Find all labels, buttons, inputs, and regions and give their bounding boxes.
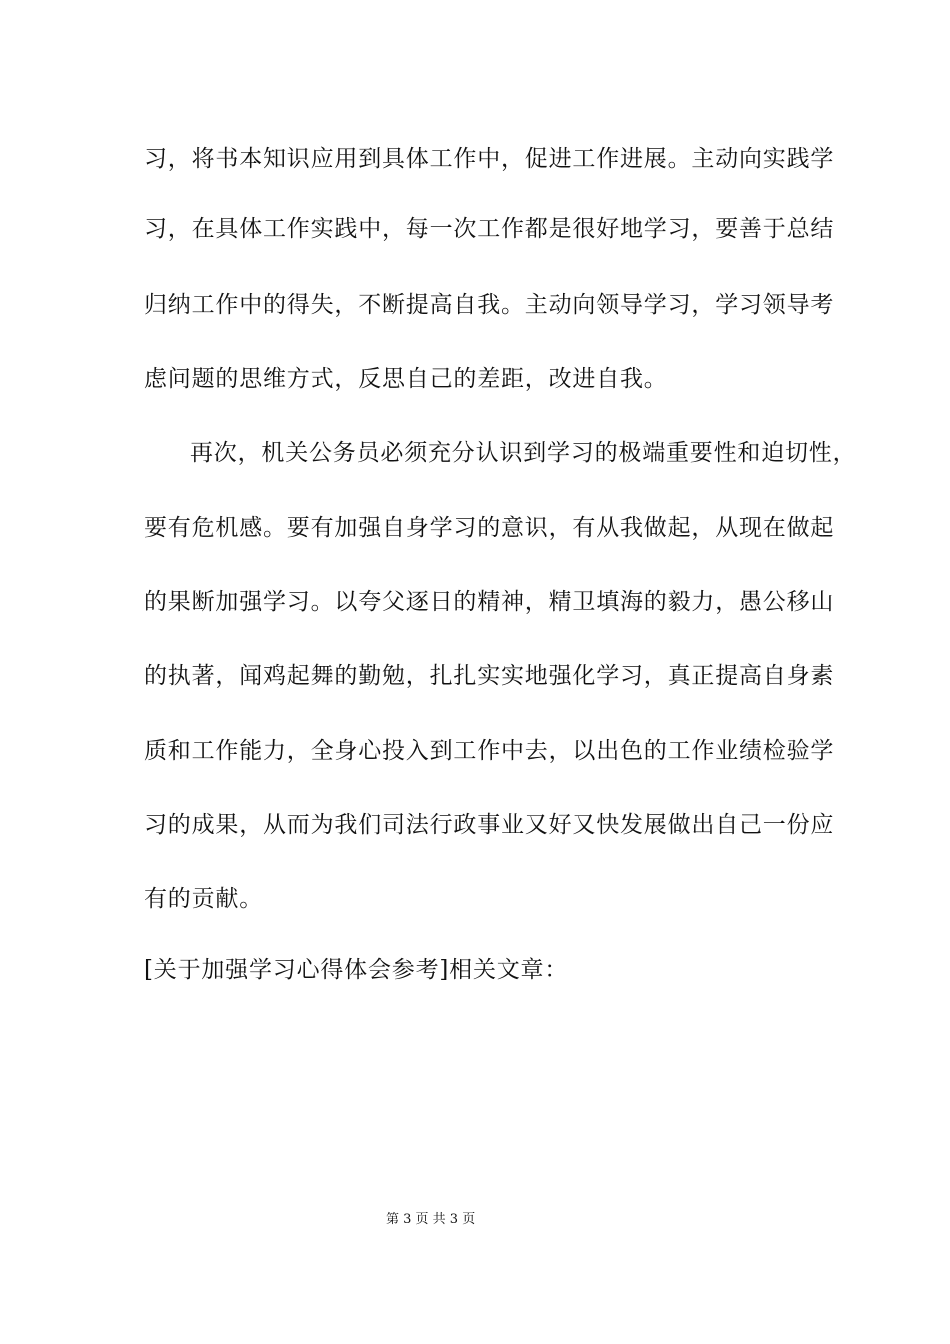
paragraph-2-line-4: 的执著，闻鸡起舞的勤勉，扎扎实实地强化学习，真正提高自身素 <box>144 663 835 689</box>
paragraph-2-line-5: 质和工作能力，全身心投入到工作中去，以出色的工作业绩检验学 <box>144 738 835 764</box>
paragraph-2-line-3: 的果断加强学习。以夸父逐日的精神，精卫填海的毅力，愚公移山 <box>144 589 835 615</box>
paragraph-2-line-2: 要有危机感。要有加强自身学习的意识，有从我做起，从现在做起 <box>144 515 835 541</box>
paragraph-1-line-3: 归纳工作中的得失，不断提高自我。主动向领导学习，学习领导考 <box>144 292 835 318</box>
paragraph-2-line-7: 有的贡献。 <box>144 886 263 912</box>
paragraph-1-line-4: 虑问题的思维方式，反思自己的差距，改进自我。 <box>144 366 668 392</box>
paragraph-1-line-1: 习，将书本知识应用到具体工作中，促进工作进展。主动向实践学 <box>144 146 835 172</box>
paragraph-1-line-2: 习，在具体工作实践中，每一次工作都是很好地学习，要善于总结 <box>144 216 835 242</box>
page-number-footer: 第 3 页 共 3 页 <box>386 1212 476 1227</box>
paragraph-2-line-6: 习的成果，从而为我们司法行政事业又好又快发展做出自己一份应 <box>144 812 835 838</box>
related-articles-heading: [关于加强学习心得体会参考]相关文章： <box>144 957 569 983</box>
paragraph-2-line-1: 再次，机关公务员必须充分认识到学习的极端重要性和迫切性， <box>190 440 857 466</box>
